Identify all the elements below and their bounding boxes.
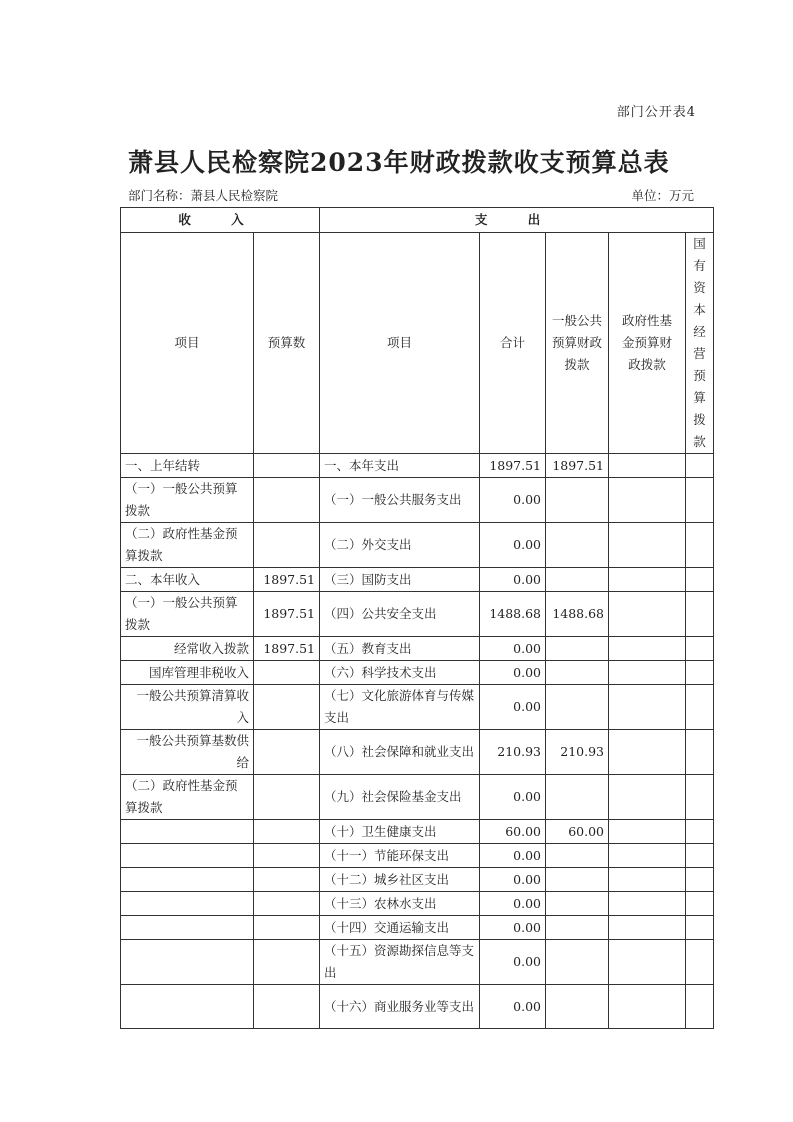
- expense-item-cell: （十五）资源勘探信息等支出: [320, 940, 480, 985]
- general-public-cell: [546, 844, 609, 868]
- table-row: [121, 940, 714, 985]
- expense-item-cell: （十六）商业服务业等支出: [320, 985, 480, 1029]
- expense-item-cell: （二）外交支出: [320, 523, 480, 568]
- table-row: [121, 916, 714, 940]
- income-item-cell: [121, 916, 254, 940]
- income-item-cell: [121, 892, 254, 916]
- gov-fund-cell: [609, 892, 686, 916]
- col-gov-fund: [609, 233, 686, 454]
- state-capital-cell: [686, 592, 714, 637]
- income-budget-cell: [254, 775, 320, 820]
- general-public-cell: [546, 661, 609, 685]
- general-public-cell: [546, 868, 609, 892]
- income-budget-cell: [254, 478, 320, 523]
- gov-fund-cell: [609, 940, 686, 985]
- general-public-cell: 60.00: [546, 820, 609, 844]
- gov-fund-cell: [609, 637, 686, 661]
- gov-fund-cell: [609, 985, 686, 1029]
- state-capital-cell: [686, 637, 714, 661]
- gov-fund-cell: [609, 820, 686, 844]
- state-capital-cell: [686, 940, 714, 985]
- state-capital-cell: [686, 916, 714, 940]
- income-item-cell: （一）一般公共预算拨款: [121, 592, 254, 637]
- total-cell: 60.00: [480, 820, 546, 844]
- col-income-item: 项目: [121, 233, 254, 454]
- state-capital-cell: [686, 775, 714, 820]
- general-public-cell: [546, 892, 609, 916]
- state-capital-cell: [686, 685, 714, 730]
- total-cell: 0.00: [480, 775, 546, 820]
- income-budget-cell: [254, 454, 320, 478]
- income-item-cell: （二）政府性基金预算拨款: [121, 775, 254, 820]
- state-capital-cell: [686, 820, 714, 844]
- col-general-public-label: 一般公共预算财政拨款: [552, 313, 603, 372]
- state-capital-cell: [686, 478, 714, 523]
- income-item-cell: [121, 940, 254, 985]
- income-budget-cell: [254, 868, 320, 892]
- income-budget-cell: [254, 685, 320, 730]
- state-capital-cell: [686, 868, 714, 892]
- total-cell: 0.00: [480, 868, 546, 892]
- table-row: [121, 868, 714, 892]
- expense-item-cell: （八）社会保障和就业支出: [320, 730, 480, 775]
- gov-fund-cell: [609, 685, 686, 730]
- gov-fund-cell: [609, 730, 686, 775]
- col-general-public: [546, 233, 609, 454]
- total-cell: 0.00: [480, 916, 546, 940]
- income-budget-cell: [254, 730, 320, 775]
- total-cell: 0.00: [480, 568, 546, 592]
- income-budget-cell: [254, 661, 320, 685]
- state-capital-cell: [686, 892, 714, 916]
- total-cell: 0.00: [480, 985, 546, 1029]
- department-label: 部门名称：萧县人民检察院: [128, 188, 279, 203]
- gov-fund-cell: [609, 844, 686, 868]
- state-capital-cell: [686, 568, 714, 592]
- general-public-cell: 1488.68: [546, 592, 609, 637]
- income-budget-cell: [254, 985, 320, 1029]
- general-public-cell: [546, 916, 609, 940]
- income-item-cell: 经常收入拨款: [121, 637, 254, 661]
- income-budget-cell: 1897.51: [254, 568, 320, 592]
- col-expense-item: 项目: [320, 233, 480, 454]
- gov-fund-cell: [609, 661, 686, 685]
- col-gov-fund-label: 政府性基金预算财政拨款: [622, 313, 673, 372]
- table-row: [121, 523, 714, 568]
- col-state-capital: [686, 233, 714, 454]
- income-item-cell: 二、本年收入: [121, 568, 254, 592]
- total-cell: 1897.51: [480, 454, 546, 478]
- state-capital-cell: [686, 454, 714, 478]
- total-cell: 0.00: [480, 892, 546, 916]
- income-item-cell: 一、上年结转: [121, 454, 254, 478]
- total-cell: 0.00: [480, 661, 546, 685]
- total-cell: 0.00: [480, 478, 546, 523]
- expense-item-cell: （九）社会保险基金支出: [320, 775, 480, 820]
- table-row: [121, 730, 714, 775]
- expense-item-cell: （一）一般公共服务支出: [320, 478, 480, 523]
- expense-item-cell: 一、本年支出: [320, 454, 480, 478]
- income-budget-cell: [254, 523, 320, 568]
- expense-section-header: 支 出: [320, 208, 714, 233]
- income-item-cell: [121, 820, 254, 844]
- income-item-cell: [121, 844, 254, 868]
- col-income-budget: 预算数: [254, 233, 320, 454]
- state-capital-cell: [686, 661, 714, 685]
- gov-fund-cell: [609, 523, 686, 568]
- state-capital-cell: [686, 844, 714, 868]
- income-item-cell: 一般公共预算清算收入: [121, 685, 254, 730]
- general-public-cell: 210.93: [546, 730, 609, 775]
- table-body: [121, 454, 714, 1029]
- general-public-cell: [546, 478, 609, 523]
- general-public-cell: [546, 775, 609, 820]
- income-budget-cell: [254, 940, 320, 985]
- expense-item-cell: （十三）农林水支出: [320, 892, 480, 916]
- table-number-tag: 部门公开表4: [616, 105, 696, 120]
- state-capital-cell: [686, 730, 714, 775]
- expense-item-cell: （六）科学技术支出: [320, 661, 480, 685]
- state-capital-cell: [686, 985, 714, 1029]
- col-total: 合计: [480, 233, 546, 454]
- income-budget-cell: 1897.51: [254, 637, 320, 661]
- table-row: [121, 661, 714, 685]
- expense-item-cell: （五）教育支出: [320, 637, 480, 661]
- income-item-cell: （一）一般公共预算拨款: [121, 478, 254, 523]
- state-capital-cell: [686, 523, 714, 568]
- table-row: [121, 478, 714, 523]
- expense-item-cell: （十）卫生健康支出: [320, 820, 480, 844]
- total-cell: 0.00: [480, 523, 546, 568]
- income-item-cell: 国库管理非税收入: [121, 661, 254, 685]
- general-public-cell: [546, 523, 609, 568]
- gov-fund-cell: [609, 868, 686, 892]
- total-cell: 0.00: [480, 940, 546, 985]
- income-budget-cell: [254, 844, 320, 868]
- general-public-cell: 1897.51: [546, 454, 609, 478]
- table-row: [121, 685, 714, 730]
- gov-fund-cell: [609, 568, 686, 592]
- income-item-cell: 一般公共预算基数供给: [121, 730, 254, 775]
- table-row: [121, 892, 714, 916]
- col-state-capital-label: 国有资本经营预算拨款: [693, 236, 706, 449]
- table-row: [121, 568, 714, 592]
- income-budget-cell: 1897.51: [254, 592, 320, 637]
- table-row: [121, 985, 714, 1029]
- income-budget-cell: [254, 892, 320, 916]
- expense-item-cell: （七）文化旅游体育与传媒支出: [320, 685, 480, 730]
- table-row: [121, 637, 714, 661]
- expense-item-cell: （三）国防支出: [320, 568, 480, 592]
- income-budget-cell: [254, 820, 320, 844]
- general-public-cell: [546, 985, 609, 1029]
- general-public-cell: [546, 940, 609, 985]
- expense-item-cell: （十四）交通运输支出: [320, 916, 480, 940]
- table-row: [121, 844, 714, 868]
- gov-fund-cell: [609, 775, 686, 820]
- gov-fund-cell: [609, 454, 686, 478]
- total-cell: 0.00: [480, 637, 546, 661]
- gov-fund-cell: [609, 916, 686, 940]
- expense-item-cell: （十一）节能环保支出: [320, 844, 480, 868]
- expense-item-cell: （十二）城乡社区支出: [320, 868, 480, 892]
- table-row: [121, 775, 714, 820]
- table-row: [121, 454, 714, 478]
- gov-fund-cell: [609, 592, 686, 637]
- gov-fund-cell: [609, 478, 686, 523]
- general-public-cell: [546, 568, 609, 592]
- income-section-header: 收 入: [121, 208, 320, 233]
- budget-table: [120, 207, 714, 1029]
- table-row: [121, 592, 714, 637]
- total-cell: 0.00: [480, 685, 546, 730]
- total-cell: 1488.68: [480, 592, 546, 637]
- expense-item-cell: （四）公共安全支出: [320, 592, 480, 637]
- general-public-cell: [546, 685, 609, 730]
- income-item-cell: [121, 985, 254, 1029]
- table-row: [121, 820, 714, 844]
- general-public-cell: [546, 637, 609, 661]
- income-item-cell: （二）政府性基金预算拨款: [121, 523, 254, 568]
- page-title: 萧县人民检察院2023年财政拨款收支预算总表: [128, 148, 670, 177]
- total-cell: 210.93: [480, 730, 546, 775]
- total-cell: 0.00: [480, 844, 546, 868]
- income-item-cell: [121, 868, 254, 892]
- unit-label: 单位：万元: [631, 188, 694, 203]
- income-budget-cell: [254, 916, 320, 940]
